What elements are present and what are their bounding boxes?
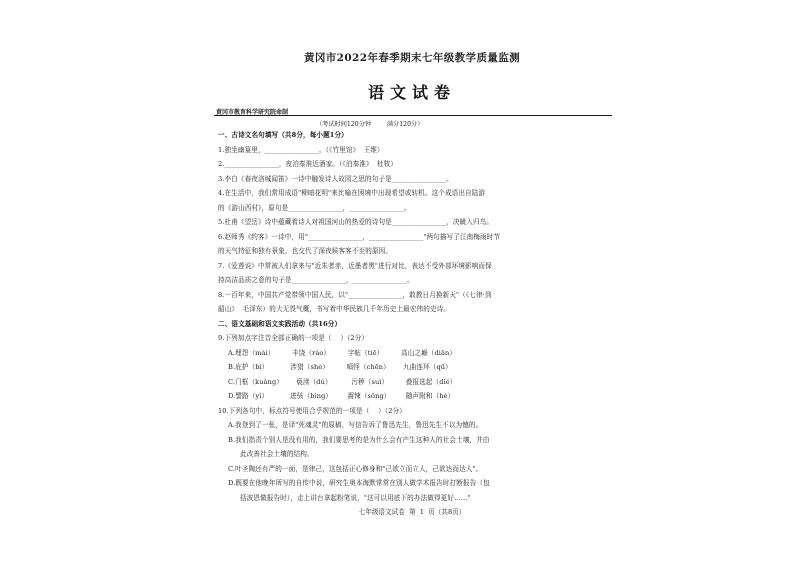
text-line: 9.下列加点字注音全部正确的一项是（ ）（2分） xyxy=(218,334,369,342)
text-line: B.庇护（bì） 涉猎（shè） 嗔怪（chēn） 九曲连环（qū） xyxy=(228,363,452,371)
text-line: D.既要在他晚年所写的自传中说，研究生奥本海默常常在别人做学术报告时打断报告（包 xyxy=(228,479,490,487)
text-line: 此改善社会土壤的结构。 xyxy=(240,450,314,458)
text-line: 持高洁品质之意的句子是________________，________________。 xyxy=(218,276,414,284)
issuer-label: 黄冈市教育科学研究院命制 xyxy=(216,109,289,116)
exam-title: 黄冈市2022年春季期末七年级教学质量监测 xyxy=(303,52,521,64)
text-line: 括波恩做报告时），走上讲台拿起粉笔说，"这可以用底下的办法做得更好……" xyxy=(240,493,471,502)
text-line: A.埋怨（mái） 丰饶（ráo） 字帖（tiē） 高山之巅（diān） xyxy=(228,348,457,357)
exam-info: （考试时间120分钟 满分120分） xyxy=(316,121,424,128)
section-heading: 二、语文基础和语文实践活动（共16分） xyxy=(218,319,342,328)
page-footer: 七年级语文试卷 第 1 页（共8页） xyxy=(358,508,466,516)
text-line: B.我们指责个别人是没有用的，我们要思考的是为什么会有产生这种人的社会土壤，并由 xyxy=(228,435,490,444)
text-line: 8.一百年来，中国共产党带领中国人民，以"________________，敢教日月换新天"（《七律·到 xyxy=(218,290,492,299)
text-line: C.门框（kuàng） 亵渎（dú） 污秽（suì） 叠报选起（dié） xyxy=(228,377,457,386)
text-line: 5.杜甫《望岳》诗中蕴藏着诗人对祖国河山的热爱的诗句是________________，决眦入归鸟。 xyxy=(218,218,494,226)
text-line: 的天气特征和独有景象，也交代了深夜候客客不至的原因。 xyxy=(218,247,393,255)
text-line: C.叶圣陶还有严的一面，是律己，这包括正心修身和"己欲立而立人，己欲达而达人"。 xyxy=(228,464,483,473)
text-line: 1.独坐幽篁里，________________。（《竹里馆》 王维） xyxy=(218,145,384,154)
text-line: 韶山》 毛泽东）的大无畏气概，书写着中华民族几千年历史上最宏伟的史诗。 xyxy=(218,305,450,313)
paper-title: 语文试卷 xyxy=(367,83,456,102)
text-line: A.我登到了一张，是译"死魂灵"的原稿，写信告诉了鲁迅先生，鲁迅先生不以为憾的。 xyxy=(228,421,483,429)
text-line: 3.李白《春夜洛城闻笛》一诗中触发诗人故园之思的句子是________________。 xyxy=(218,174,453,183)
text-line: 4.在生活中，我们常用成语"柳暗花明"来比喻在困境中出现希望或转机。这个成语出自陆游 xyxy=(218,189,486,197)
text-line: 6.赵师秀《约客》一诗中，用"________________，________________"两句描写了江南梅雨时节 xyxy=(218,232,501,241)
text-line: D.譬路（yì） 进骇（bìng） 震悚（sǒng） 随声附和（hè） xyxy=(228,392,455,400)
text-line: 7.《爱莲说》中常被人们拿来与"近朱者赤，近墨者黑"进行对比，表达不受外部环境影响而保 xyxy=(218,261,492,270)
text-line: 10.下列各句中，标点符号使用合乎规范的一项是（ ）（2分） xyxy=(218,406,406,415)
header-rule xyxy=(214,115,612,116)
text-line: 的《游山西村》，原句是________________，________________。 xyxy=(218,203,411,212)
exam-sheet xyxy=(212,38,612,518)
section-heading: 一、古诗文名句填写（共8分，每小题1分） xyxy=(218,131,348,139)
text-line: 2.________________，夜泊秦淮近酒家。（《泊秦淮》 杜牧） xyxy=(218,160,398,168)
